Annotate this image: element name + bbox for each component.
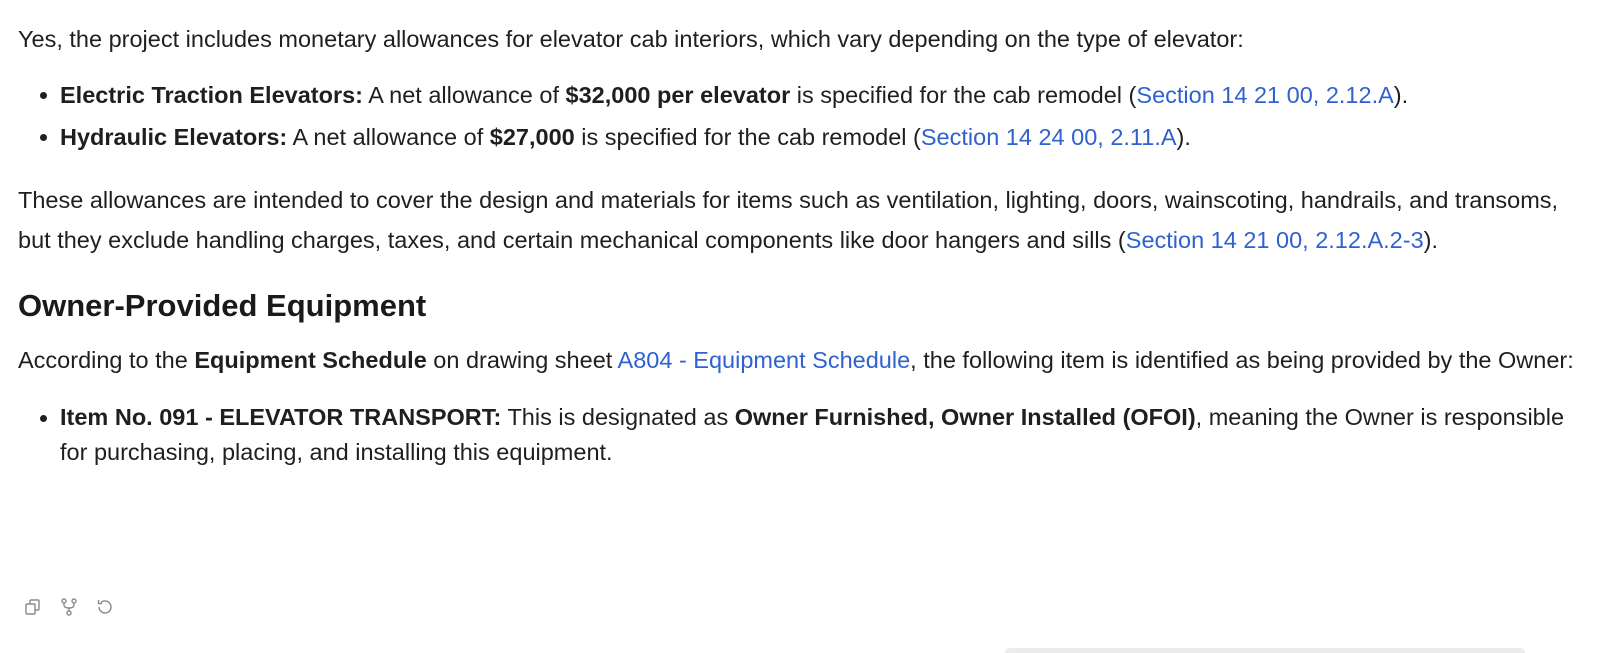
drawing-sheet-link[interactable]: A804 - Equipment Schedule [617, 346, 911, 373]
item-text: is specified for the cab remodel ( [574, 123, 921, 150]
list-item [60, 74, 1588, 116]
coverage-end: ). [1423, 226, 1439, 253]
message-actions [22, 596, 116, 618]
citation-link[interactable]: Section 14 24 00, 2.11.A [920, 123, 1177, 150]
item-amount: $32,000 per elevator [565, 81, 791, 108]
item-text: This is designated as [501, 403, 735, 430]
citation-link[interactable]: Section 14 21 00, 2.12.A [1136, 81, 1394, 108]
copy-icon[interactable] [22, 596, 44, 618]
schedule-bold: Equipment Schedule [194, 346, 427, 373]
coverage-paragraph [18, 180, 1588, 260]
citation-link[interactable]: Section 14 21 00, 2.12.A.2-3 [1125, 226, 1424, 253]
item-text: ). [1176, 123, 1191, 150]
branch-icon[interactable] [58, 596, 80, 618]
item-text: A net allowance of [363, 81, 566, 108]
item-label: Electric Traction Elevators: [60, 81, 364, 108]
item-amount: $27,000 [489, 123, 575, 150]
schedule-text: According to the [18, 346, 195, 373]
regenerate-icon[interactable] [94, 596, 116, 618]
item-designation: Owner Furnished, Owner Installed (OFOI) [734, 403, 1196, 430]
schedule-text: , the following item is identified as being provided by the Owner: [910, 346, 1574, 373]
allowance-list [18, 74, 1588, 158]
section-heading: Owner-Provided Equipment [18, 287, 427, 323]
item-text: , meaning the Owner is responsible for purchasing, placing, and installing this equipment. [60, 403, 1565, 465]
list-item [60, 400, 1588, 470]
coverage-text: These allowances are intended to cover the design and materials for items such as ventilation, lighting, doors, wainscoting, handrails, and transoms, but they exclude handling charges, taxes, and certain mechanical components like door hangers and sills ( [18, 186, 1559, 253]
item-text: is specified for the cab remodel ( [790, 81, 1137, 108]
input-panel-edge [1005, 648, 1525, 653]
assistant-message [18, 20, 1588, 470]
intro-paragraph: Yes, the project includes monetary allowances for elevator cab interiors, which vary depending on the type of elevator: [18, 26, 1244, 52]
item-text: A net allowance of [287, 123, 490, 150]
list-item [60, 116, 1588, 158]
schedule-text: on drawing sheet [426, 346, 618, 373]
schedule-paragraph [18, 340, 1588, 380]
item-label: Item No. 091 - ELEVATOR TRANSPORT: [60, 403, 502, 430]
item-text: ). [1393, 81, 1409, 108]
equipment-list [18, 400, 1588, 470]
item-label: Hydraulic Elevators: [60, 123, 288, 150]
